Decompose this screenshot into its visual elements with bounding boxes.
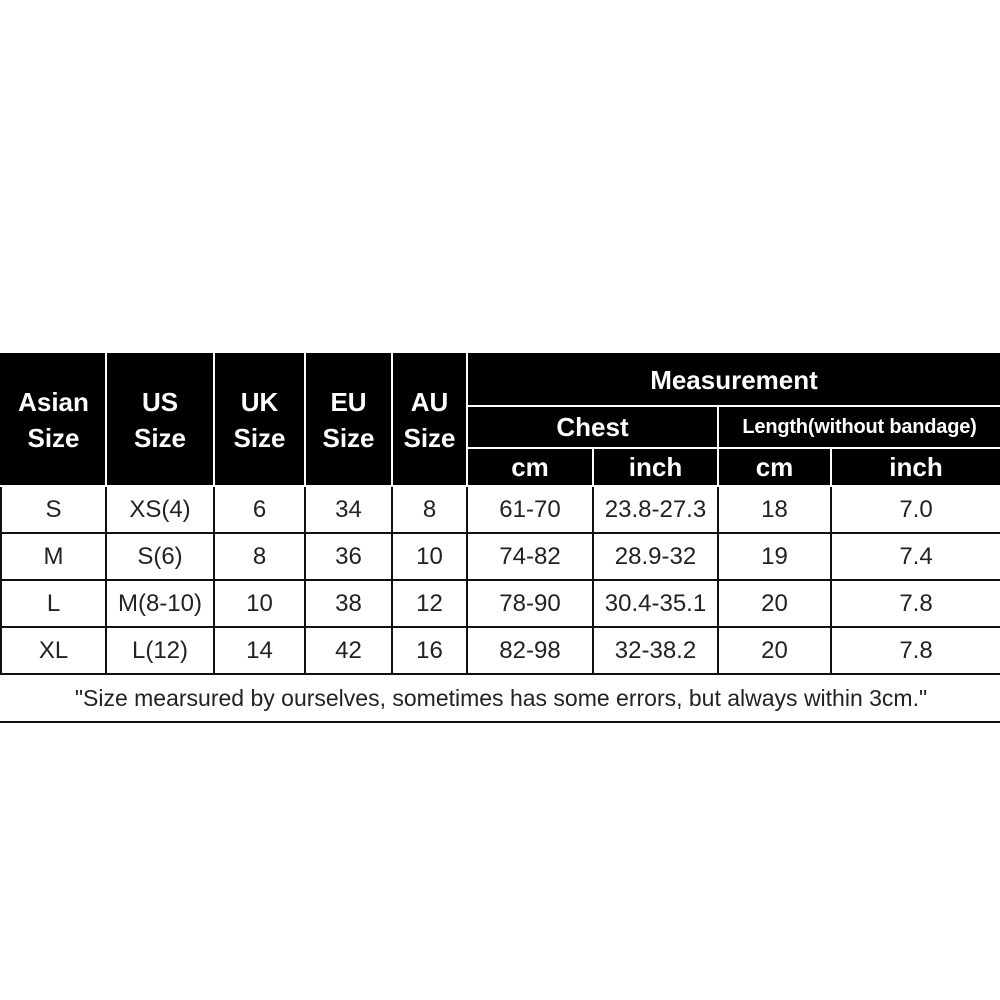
note-row <box>1 674 1000 722</box>
header-length: Length(without bandage) <box>718 406 1000 448</box>
table-header <box>1 354 1000 486</box>
cell-eu-size: 42 <box>305 627 392 674</box>
header-chest-cm: cm <box>467 448 593 486</box>
cell-eu-size: 34 <box>305 486 392 533</box>
cell-uk-size: 10 <box>214 580 305 627</box>
cell-length-cm: 20 <box>718 580 831 627</box>
cell-chest-inch: 32-38.2 <box>593 627 718 674</box>
cell-au-size: 16 <box>392 627 467 674</box>
cell-length-inch: 7.4 <box>831 533 1000 580</box>
cell-au-size: 10 <box>392 533 467 580</box>
cell-uk-size: 8 <box>214 533 305 580</box>
table-row <box>1 533 1000 580</box>
table-row <box>1 580 1000 627</box>
cell-length-cm: 19 <box>718 533 831 580</box>
cell-eu-size: 38 <box>305 580 392 627</box>
header-uk-size: UK Size <box>214 354 305 486</box>
header-chest-inch: inch <box>593 448 718 486</box>
cell-asian-size: L <box>1 580 106 627</box>
table-body <box>1 486 1000 722</box>
cell-length-inch: 7.8 <box>831 627 1000 674</box>
cell-length-inch: 7.8 <box>831 580 1000 627</box>
cell-uk-size: 6 <box>214 486 305 533</box>
cell-us-size: S(6) <box>106 533 214 580</box>
cell-length-cm: 20 <box>718 627 831 674</box>
cell-chest-inch: 28.9-32 <box>593 533 718 580</box>
cell-chest-inch: 30.4-35.1 <box>593 580 718 627</box>
cell-length-inch: 7.0 <box>831 486 1000 533</box>
header-chest: Chest <box>467 406 718 448</box>
header-eu-size: EU Size <box>305 354 392 486</box>
cell-us-size: M(8-10) <box>106 580 214 627</box>
header-length-inch: inch <box>831 448 1000 486</box>
cell-asian-size: S <box>1 486 106 533</box>
header-au-size: AU Size <box>392 354 467 486</box>
size-chart-table <box>0 353 1000 723</box>
cell-us-size: L(12) <box>106 627 214 674</box>
cell-chest-cm: 78-90 <box>467 580 593 627</box>
cell-chest-inch: 23.8-27.3 <box>593 486 718 533</box>
cell-chest-cm: 74-82 <box>467 533 593 580</box>
size-note: "Size mearsured by ourselves, sometimes has some errors, but always within 3cm." <box>1 674 1000 722</box>
cell-eu-size: 36 <box>305 533 392 580</box>
header-us-size: US Size <box>106 354 214 486</box>
cell-au-size: 12 <box>392 580 467 627</box>
table-row <box>1 486 1000 533</box>
header-measurement: Measurement <box>467 354 1000 406</box>
cell-uk-size: 14 <box>214 627 305 674</box>
cell-length-cm: 18 <box>718 486 831 533</box>
header-length-cm: cm <box>718 448 831 486</box>
cell-au-size: 8 <box>392 486 467 533</box>
header-asian-size: Asian Size <box>1 354 106 486</box>
table-row <box>1 627 1000 674</box>
cell-chest-cm: 61-70 <box>467 486 593 533</box>
cell-chest-cm: 82-98 <box>467 627 593 674</box>
cell-asian-size: XL <box>1 627 106 674</box>
cell-us-size: XS(4) <box>106 486 214 533</box>
cell-asian-size: M <box>1 533 106 580</box>
